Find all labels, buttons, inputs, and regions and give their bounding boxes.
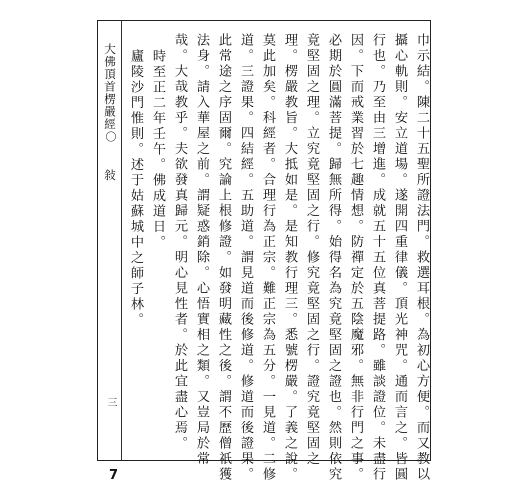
text-column: 攝心軌則。安立道場。遂開四重律儀。頂光神咒。通而言之。皆圓 bbox=[392, 33, 407, 483]
running-header-column bbox=[98, 21, 122, 460]
text-column: 莫此加矣。科經者。合理行為正宗。難正宗為五分。一見道。二修 bbox=[260, 33, 275, 483]
page-frame bbox=[97, 20, 431, 483]
page-number: 7 bbox=[109, 468, 119, 483]
section-label: 敍 bbox=[103, 169, 117, 181]
main-text bbox=[124, 33, 430, 483]
text-column: 此常途之序固爾。究論上根修證。如發明藏性之後。謂不歷僧祇獲 bbox=[216, 33, 231, 483]
author-line: 廬陵沙門惟則。述于姑蘇城中之師子林。 bbox=[128, 49, 143, 328]
text-column: 行也。乃至由三增進。成就五十五位真菩提路。雖談證位。未盡行 bbox=[370, 33, 385, 483]
fishtail-mark: 〇 bbox=[104, 131, 117, 142]
text-column: 道。三證果。四結經。五助道。謂見道而後修道。修道而後證果。 bbox=[238, 33, 253, 483]
date-line: 時至正二年壬午。佛成道日。 bbox=[150, 49, 165, 251]
text-column: 巾示結。陳二十五聖所證法門。救選耳根。為初心方便。而又教以 bbox=[414, 33, 429, 483]
text-column: 因。下而戒業習於七趣情想。防禪定於五陰魔邪。無非行門之事。 bbox=[348, 33, 363, 483]
text-column: 哉。大哉教乎。夫欲發真歸元。明心見性者。於此宜盡心焉。 bbox=[172, 33, 187, 452]
text-column: 必期於圓滿菩提。歸無所得。始得名為究竟堅固之證也。然則依究 bbox=[326, 33, 341, 483]
text-column: 竟堅固之理。立究竟堅固之行。修究竟堅固之行。證究竟堅固之 bbox=[304, 33, 319, 467]
sheet-number: 三 bbox=[105, 397, 116, 407]
text-column: 法身。請入華屋之前。謂疑惑銷除。心悟實相之類。又豈局於常 bbox=[194, 33, 209, 467]
book-title: 大佛頂首楞嚴經 bbox=[103, 43, 117, 131]
text-column: 理。楞嚴教旨。大抵如是。是知教行理三。悉號楞嚴。了義之說。 bbox=[282, 33, 297, 483]
